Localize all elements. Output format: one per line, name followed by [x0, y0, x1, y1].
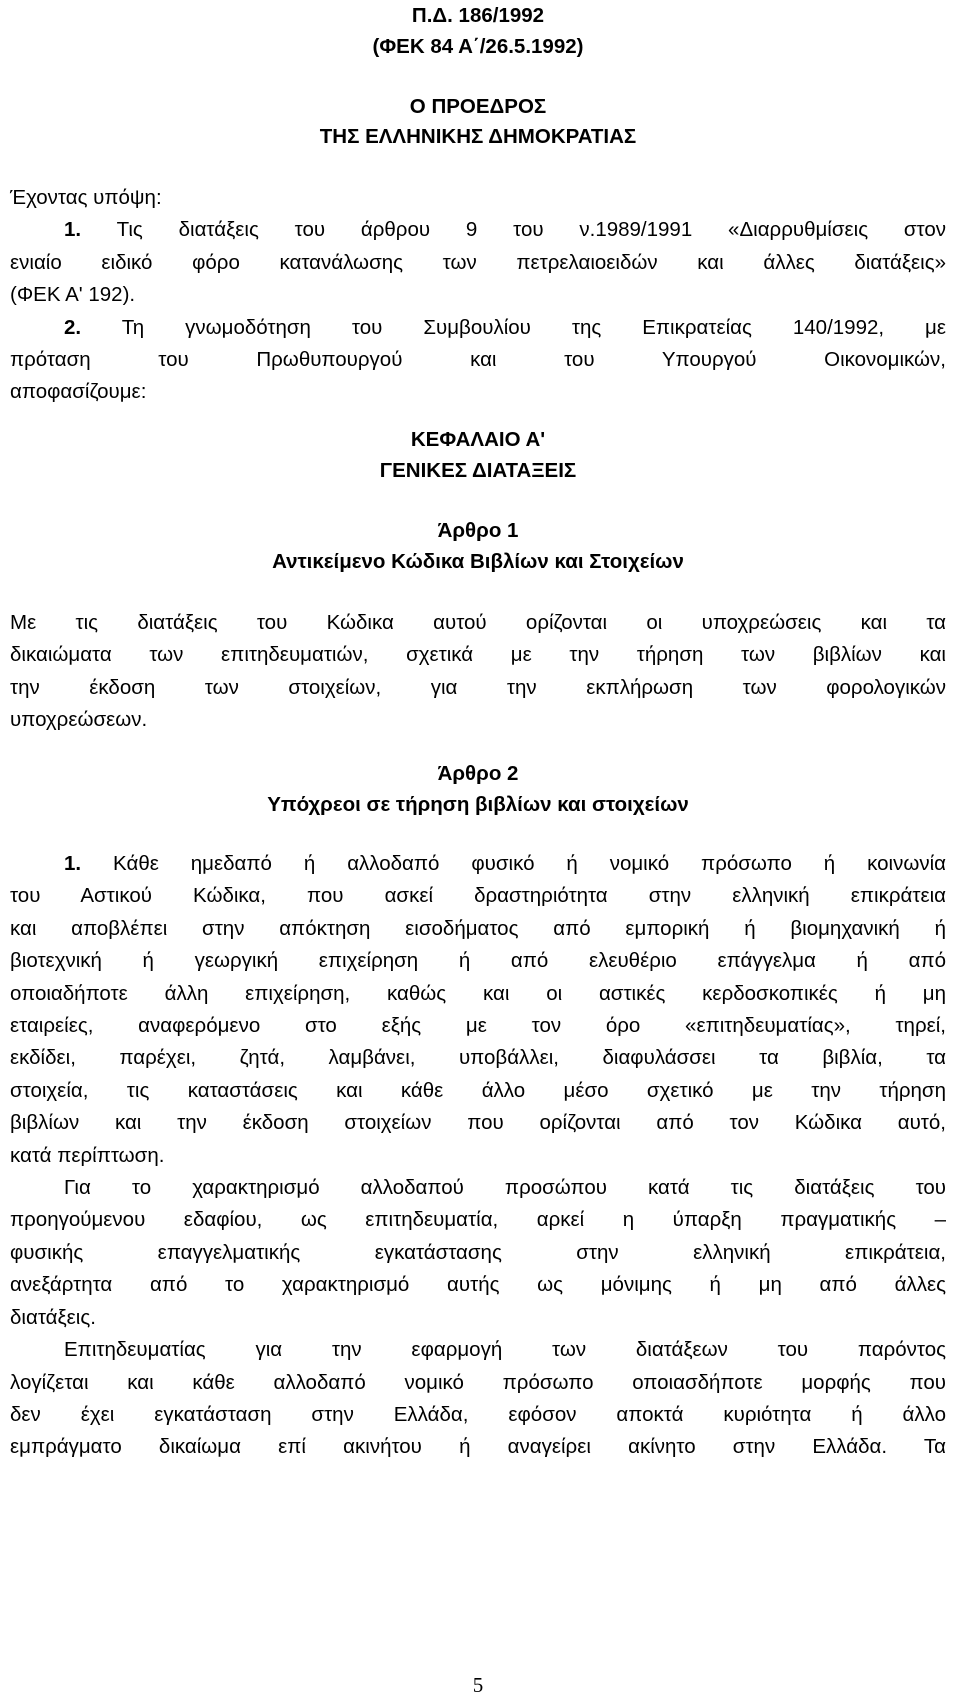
preamble-item-1-line: (ΦΕΚ Α' 192). — [10, 283, 136, 307]
item-number: 2. — [64, 315, 82, 339]
paragraph-text: Κάθε ημεδαπό ή αλλοδαπό φυσικό ή νομικό πρόσωπο ή κοινωνία — [113, 852, 946, 875]
preamble-item-1-line: ενιαίο ειδικό φόρο κατανάλωσης των πετρελαιοειδών και άλλες διατάξεις» — [10, 250, 946, 274]
document-page — [10, 0, 946, 1708]
preamble-item-1 — [10, 214, 946, 246]
paragraph-line: δεν έχει εγκατάσταση στην Ελλάδα, εφόσον αποκτά κυριότητα ή άλλο — [10, 1402, 946, 1426]
paragraph-line: στοιχεία, τις καταστάσεις και κάθε άλλο μέσο σχετικό με την τήρηση — [10, 1078, 946, 1102]
paragraph-line: οποιαδήποτε άλλη επιχείρηση, καθώς και οι αστικές κερδοσκοπικές ή μη — [10, 981, 946, 1005]
paragraph-line: βιβλίων και την έκδοση στοιχείων που ορίζονται από τον Κώδικα αυτό, — [10, 1111, 946, 1135]
article-2-title: Άρθρο 2 — [437, 762, 519, 785]
paragraph-line: εταιρείες, αναφερόμενο στο εξής με τον όρο «επιτηδευματίας», τηρεί, — [10, 1014, 946, 1038]
paragraph-line: φυσικής επαγγελματικής εγκατάστασης στην ελληνική επικράτεια, — [10, 1240, 946, 1264]
paragraph-line: δικαιώματα των επιτηδευματιών, σχετικά με την τήρηση των βιβλίων και — [10, 643, 946, 667]
paragraph-2-first-line: Για το χαρακτηρισμό αλλοδαπού προσώπου κατά τις διατάξεις του — [64, 1176, 946, 1200]
chapter-subtitle: ΓΕΝΙΚΕΣ ΔΙΑΤΑΞΕΙΣ — [379, 459, 577, 482]
article-2-subtitle: Υπόχρεοι σε τήρηση βιβλίων και στοιχείων — [267, 793, 689, 816]
preamble — [10, 182, 946, 409]
paragraph-line: την έκδοση των στοιχείων, για την εκπλήρωση των φορολογικών — [10, 675, 946, 699]
issuer-title: Ο ΠΡΟΕΔΡΟΣ — [409, 95, 547, 118]
paragraph-1-first-line — [10, 848, 946, 880]
preamble-item-2 — [10, 312, 946, 344]
item-text: Τις διατάξεις του άρθρου 9 του ν.1989/1991 «Διαρρυθμίσεις στον — [116, 218, 947, 242]
article-1-title: Άρθρο 1 — [437, 519, 519, 542]
paragraph-line: διατάξεις. — [10, 1305, 96, 1329]
paragraph-3-first-line: Επιτηδευματίας για την εφαρμογή των διατάξεων του παρόντος — [64, 1338, 946, 1362]
paragraph-line: προηγούμενου εδαφίου, ως επιτηδευματία, αρκεί η ύπαρξη πραγματικής – — [10, 1208, 946, 1232]
item-text: Τη γνωμοδότηση του Συμβουλίου της Επικρατείας 140/1992, με — [121, 315, 947, 339]
gazette-reference: (ΦΕΚ 84 Α΄/26.5.1992) — [372, 35, 584, 58]
issuer-subtitle: ΤΗΣ ΕΛΛΗΝΙΚΗΣ ΔΗΜΟΚΡΑΤΙΑΣ — [319, 125, 637, 148]
paragraph-line: λογίζεται και κάθε αλλοδαπό νομικό πρόσωπο οποιασδήποτε μορφής που — [10, 1370, 946, 1394]
article-1-subtitle: Αντικείμενο Κώδικα Βιβλίων και Στοιχείων — [272, 550, 684, 573]
paragraph-line: βιοτεχνική ή γεωργική επιχείρηση ή από ελευθέριο επάγγελμα ή από — [10, 949, 946, 973]
article-1-body — [10, 607, 946, 737]
paragraph-line: Με τις διατάξεις του Κώδικα αυτού ορίζονται οι υποχρεώσεις και τα — [10, 611, 946, 634]
item-number: 1. — [64, 218, 82, 242]
decree-number: Π.Δ. 186/1992 — [411, 4, 545, 27]
paragraph-line: ανεξάρτητα από το χαρακτηρισμό αυτής ως μόνιμης ή μη από άλλες — [10, 1273, 946, 1297]
paragraph-line: και αποβλέπει στην απόκτηση εισοδήματος από εμπορική ή βιομηχανική ή — [10, 916, 946, 940]
paragraph-line: του Αστικού Κώδικα, που ασκεί δραστηριότητα στην ελληνική επικράτεια — [10, 884, 946, 908]
paragraph-line: υποχρεώσεων. — [10, 708, 148, 732]
paragraph-line: κατά περίπτωση. — [10, 1143, 165, 1167]
preamble-intro: Έχοντας υπόψη: — [10, 186, 162, 209]
article-2-body — [10, 848, 946, 1464]
page-number: 5 — [472, 1673, 484, 1697]
preamble-item-2-line: αποφασίζουμε: — [10, 380, 147, 404]
paragraph-line: εμπράγματο δικαίωμα επί ακινήτου ή αναγείρει ακίνητο στην Ελλάδα. Τα — [10, 1435, 946, 1459]
paragraph-number: 1. — [64, 852, 82, 875]
paragraph-line: εκδίδει, παρέχει, ζητά, λαμβάνει, υποβάλλει, διαφυλάσσει τα βιβλία, τα — [10, 1046, 946, 1070]
chapter-title: ΚΕΦΑΛΑΙΟ Α' — [410, 428, 546, 451]
preamble-item-2-line: πρόταση του Πρωθυπουργού και του Υπουργού Οικονομικών, — [10, 348, 946, 372]
